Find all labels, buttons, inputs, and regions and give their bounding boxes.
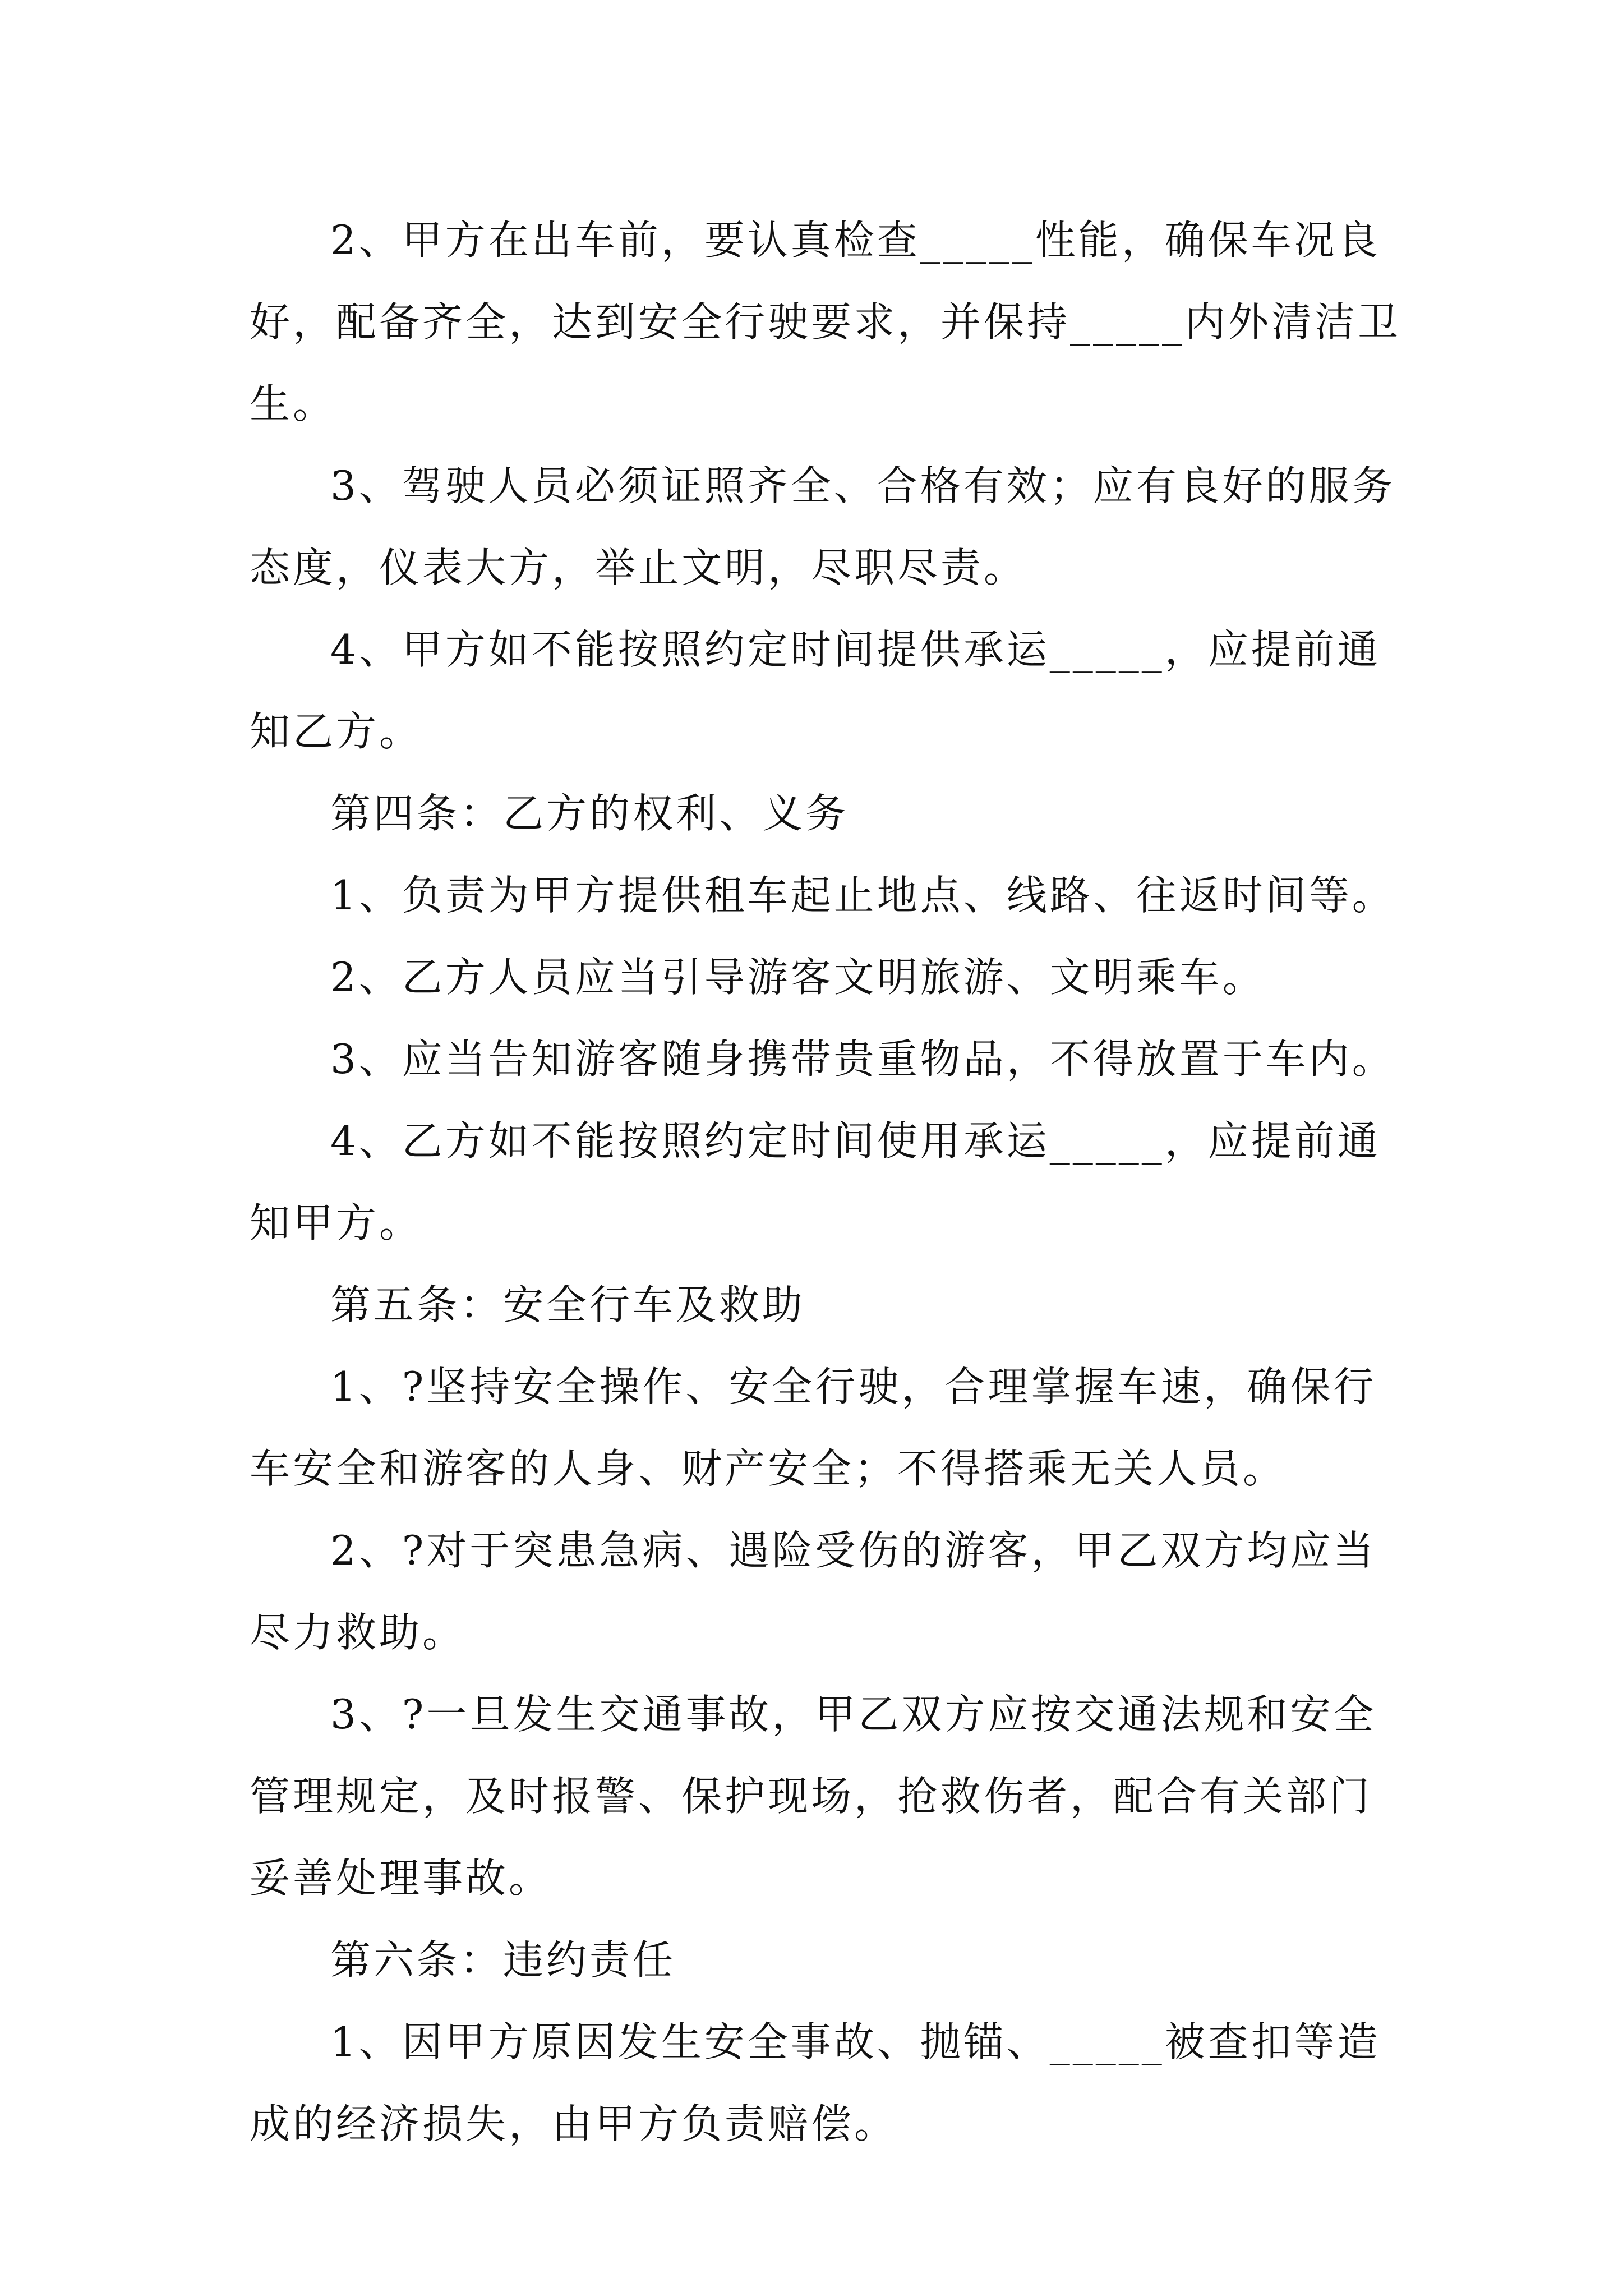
paragraph-route-info: 1、负责为甲方提供租车起止地点、线路、往返时间等。 — [330, 872, 1395, 919]
paragraph-valuables: 3、应当告知游客随身携带贵重物品，不得放置于车内。 — [330, 1036, 1395, 1083]
paragraph-civilized-travel: 2、乙方人员应当引导游客文明旅游、文明乘车。 — [330, 954, 1266, 1001]
paragraph-accident-handling: 3、?一旦发生交通事故，甲乙双方应按交通法规和安全管理规定，及时报警、保护现场，抢救伤者，配合有关部门妥善处理事故。 — [250, 1691, 1377, 1902]
document-body — [250, 199, 1405, 2165]
section-heading-article-6: 第六条：违约责任 — [330, 1936, 676, 1984]
paragraph-vehicle-inspection: 2、甲方在出车前，要认真检查_____性能，确保车况良好，配备齐全，达到安全行驶要求，并保持_____内外清洁卫生。 — [250, 217, 1401, 427]
paragraph-party-a-notice: 4、甲方如不能按照约定时间提供承运_____，应提前通知乙方。 — [250, 626, 1381, 755]
paragraph-rescue: 2、?对于突患急病、遇险受伤的游客，甲乙双方均应当尽力救助。 — [250, 1527, 1377, 1656]
section-heading-article-4: 第四条：乙方的权利、义务 — [330, 790, 849, 837]
paragraph-safe-driving: 1、?坚持安全操作、安全行驶，合理掌握车速，确保行车安全和游客的人身、财产安全；不得搭乘无关人员。 — [250, 1363, 1377, 1492]
paragraph-party-b-notice: 4、乙方如不能按照约定时间使用承运_____，应提前通知甲方。 — [250, 1117, 1381, 1246]
section-heading-article-5: 第五条：安全行车及救助 — [330, 1281, 806, 1328]
paragraph-driver-qualification: 3、驾驶人员必须证照齐全、合格有效；应有良好的服务态度，仪表大方，举止文明，尽职尽责。 — [250, 462, 1395, 591]
paragraph-liability: 1、因甲方原因发生安全事故、抛锚、_____被查扣等造成的经济损失，由甲方负责赔偿。 — [250, 2018, 1381, 2147]
